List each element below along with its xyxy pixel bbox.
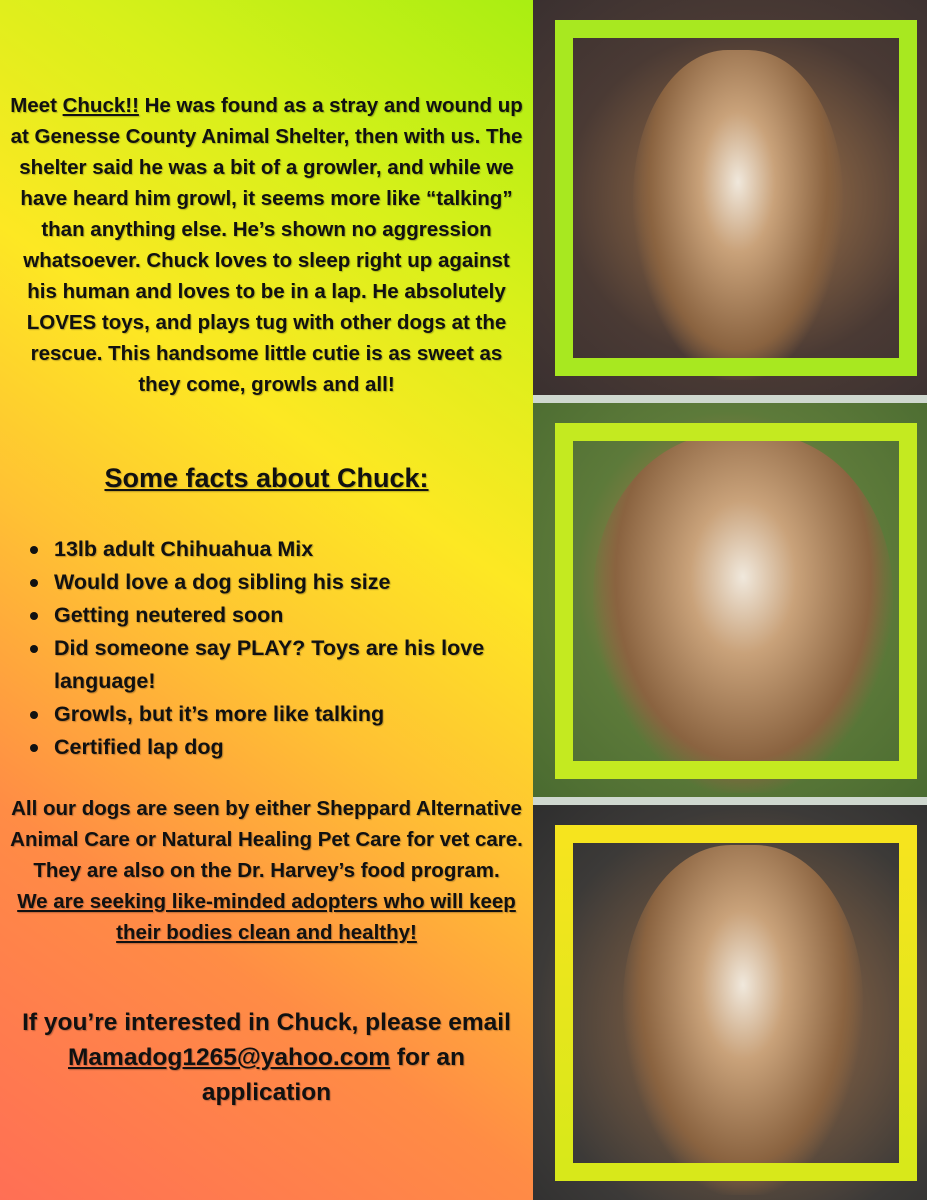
photo-divider <box>533 395 927 403</box>
dog-photo-1 <box>533 0 927 395</box>
email-link[interactable]: Mamadog1265@yahoo.com <box>68 1044 391 1071</box>
fact-item: Would love a dog sibling his size <box>28 566 508 599</box>
photo-frame <box>555 20 917 376</box>
photo-divider <box>533 797 927 805</box>
intro-body: He was found as a stray and wound up at Genesse County Animal Shelter, then with us. The shelter said he was a bit of a growler, and while we have heard him growl, it seems more like “talking” than anything else. He’s shown no aggression whatsoever. Chuck loves to sleep right up against his human and loves to be in a lap. He absolutely LOVES toys, and plays tug with other dogs at the rescue. This handsome little cutie is as sweet as they come, growls and all! <box>10 94 523 396</box>
care-body: All our dogs are seen by either Sheppard Alternative Animal Care or Natural Healing Pet Care for vet care. They are also on the Dr. Harvey’s food program. <box>10 797 523 882</box>
facts-list <box>28 533 508 764</box>
fact-item: 13lb adult Chihuahua Mix <box>28 533 508 566</box>
dog-name: Chuck!! <box>62 94 139 117</box>
fact-item: Getting neutered soon <box>28 599 508 632</box>
dog-photo-3 <box>533 805 927 1200</box>
contact-lead: If you’re interested in Chuck, please email <box>22 1009 511 1036</box>
photo-frame <box>555 423 917 779</box>
care-emphasis: We are seeking like-minded adopters who will keep their bodies clean and healthy! <box>17 890 516 944</box>
fact-item: Growls, but it’s more like talking <box>28 698 508 731</box>
dog-photo-2 <box>533 403 927 797</box>
intro-paragraph <box>10 90 523 400</box>
facts-heading: Some facts about Chuck: <box>104 463 429 493</box>
fact-item: Certified lap dog <box>28 731 508 764</box>
care-paragraph <box>10 793 523 948</box>
intro-lead: Meet <box>10 94 63 117</box>
contact-tail: for an application <box>201 1044 465 1106</box>
contact-paragraph <box>10 1005 523 1110</box>
photo-frame <box>555 825 917 1181</box>
fact-item: Did someone say PLAY? Toys are his love language! <box>28 632 508 698</box>
